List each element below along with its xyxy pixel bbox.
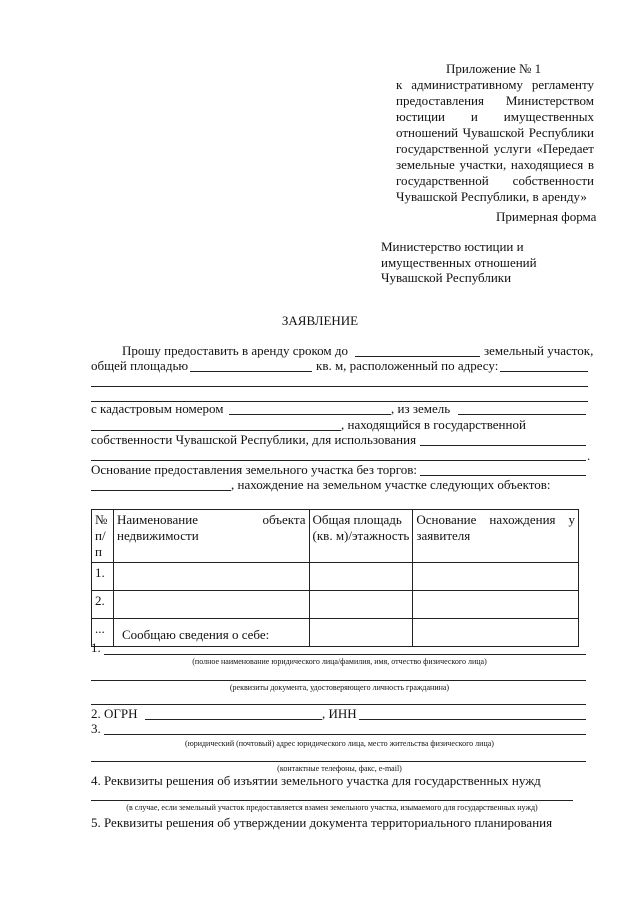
usage-end-dot: . <box>587 448 591 463</box>
identity-document-field[interactable] <box>91 680 586 681</box>
row-number: 1. <box>92 563 114 591</box>
contacts-field[interactable] <box>91 761 586 762</box>
objects-label: , нахождение на земельном участке следующих объектов: <box>231 477 551 492</box>
header-area: Общая площадь (кв. м)/этажность <box>309 510 413 563</box>
usage-field[interactable] <box>420 445 586 446</box>
recipient-line-1: Министерство юстиции и <box>381 239 524 254</box>
basis-field[interactable] <box>420 475 586 476</box>
document-title: ЗАЯВЛЕНИЕ <box>281 313 359 328</box>
row-number: 2. <box>92 591 114 619</box>
header-number: № п/п <box>92 510 114 563</box>
item-5-label: 5. Реквизиты решения об утверждении документа территориального планирования <box>91 815 553 830</box>
lease-term-field[interactable] <box>355 356 480 357</box>
basis-field-line-2[interactable] <box>91 490 231 491</box>
row-area-cell[interactable] <box>309 619 413 647</box>
cadastral-field[interactable] <box>229 414 391 415</box>
recipient-line-3: Чувашской Республики <box>381 270 512 285</box>
inn-label: , ИНН <box>322 706 357 721</box>
area-label: общей площадью <box>91 358 189 373</box>
row-basis-cell[interactable] <box>413 591 579 619</box>
seizure-decision-field[interactable] <box>91 800 573 801</box>
item-1-number: 1. <box>91 640 101 655</box>
contacts-caption: (контактные телефоны, факс, e-mail) <box>277 764 402 773</box>
basis-label: Основание предоставления земельного участка без торгов: <box>91 462 417 477</box>
form-type: Примерная форма <box>496 209 597 224</box>
land-plot-label: земельный участок, <box>484 343 594 358</box>
row-name-cell[interactable] <box>113 591 309 619</box>
row-name-cell[interactable] <box>113 563 309 591</box>
header-basis: Основание нахождения у заявителя <box>413 510 579 563</box>
address-applicant-caption: (юридический (почтовый) адрес юридического лица, место жительства физического лица) <box>185 739 494 748</box>
header-name: Наименование объекта недвижимости <box>113 510 309 563</box>
land-category-label: , из земель <box>391 401 451 416</box>
item-4-label: 4. Реквизиты решения об изъятии земельного участка для государственных нужд <box>91 773 541 788</box>
appendix-title: Приложение № 1 <box>446 61 542 76</box>
address-field-line-2[interactable] <box>91 386 588 387</box>
table-row <box>92 563 579 591</box>
identity-document-caption: (реквизиты документа, удостоверяющего личность гражданина) <box>229 683 450 692</box>
usage-field-line-2[interactable] <box>91 460 586 461</box>
land-category-field[interactable] <box>458 414 586 415</box>
row-basis-cell[interactable] <box>413 619 579 647</box>
row-number: ... <box>92 619 114 647</box>
table-row <box>92 591 579 619</box>
seizure-decision-caption: (в случае, если земельный участок предоставляется взамен земельного участка, изымаемого для государственных нужд) <box>126 803 538 812</box>
usage-label: собственности Чувашской Республики, для использования <box>91 432 417 447</box>
address-applicant-field[interactable] <box>104 734 586 735</box>
about-intro: Сообщаю сведения о себе: <box>122 627 270 642</box>
ogrn-label: 2. ОГРН <box>91 706 138 721</box>
applicant-name-field[interactable] <box>104 654 586 655</box>
lease-term-label: Прошу предоставить в аренду сроком до <box>122 343 348 358</box>
appendix-text: к административному регламенту предоставления Министерством юстиции и имущественных отношений Чувашской Республики государственной услуги «Передает земельные участки, находящиеся в государственной собственности Чувашской Республики, в аренду» <box>396 77 594 204</box>
address-label: кв. м, расположенный по адресу: <box>316 358 499 373</box>
cadastral-label: с кадастровым номером <box>91 401 224 416</box>
row-basis-cell[interactable] <box>413 563 579 591</box>
row-area-cell[interactable] <box>309 591 413 619</box>
item-3-number: 3. <box>91 721 101 736</box>
inn-field[interactable] <box>359 719 586 720</box>
area-field[interactable] <box>190 371 312 372</box>
identity-document-field-2[interactable] <box>91 704 586 705</box>
ogrn-field[interactable] <box>145 719 322 720</box>
state-property-label: , находящийся в государственной <box>341 417 526 432</box>
land-category-field-2[interactable] <box>91 430 341 431</box>
row-area-cell[interactable] <box>309 563 413 591</box>
recipient-line-2: имущественных отношений <box>381 255 537 270</box>
address-field[interactable] <box>500 371 588 372</box>
applicant-name-caption: (полное наименование юридического лица/фамилия, имя, отчество физического лица) <box>192 657 487 666</box>
